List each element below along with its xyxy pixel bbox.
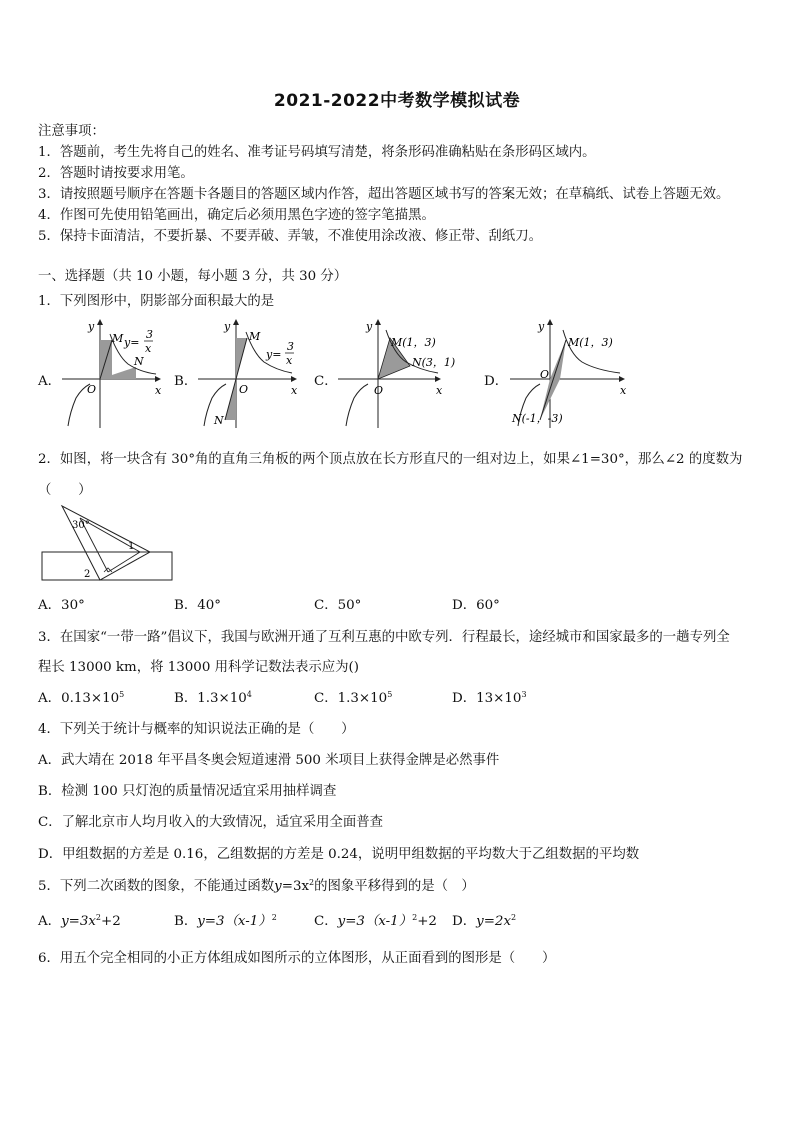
q1-option-d: D． bbox=[484, 374, 509, 389]
q4-option-b: B．检测 100 只灯泡的质量情况适宜采用抽样调查 bbox=[38, 784, 337, 799]
q5-option-d: D．$y=2x^2$ bbox=[452, 913, 517, 929]
q2-angle-2: 2 bbox=[84, 569, 91, 580]
notice-item-2: 2．答题时请按要求用笔。 bbox=[38, 166, 194, 181]
page-title: 2021-2022中考数学模拟试卷 bbox=[273, 91, 521, 111]
fig-a-den: x bbox=[145, 342, 152, 355]
fig-a-x-label: x bbox=[155, 384, 162, 397]
notice-item-3: 3．请按照题号顺序在答题卡各题目的答题区域内作答，超出答题区域书写的答案无效；在草稿纸、试卷上答题无效。 bbox=[38, 187, 730, 202]
q3-line-1: 3．在国家“一带一路”倡议下，我国与欧洲开通了互利互惠的中欧专列．行程最长，途经城市和国家最多的一趟专列全 bbox=[38, 630, 730, 645]
notice-item-5: 5．保持卡面清洁，不要折暴、不要弄破、弄皱，不准使用涂改液、修正带、刮纸刀。 bbox=[38, 229, 542, 244]
fig-c-n: N(3，1) bbox=[412, 356, 456, 369]
q5-option-a: A．$y=3x^2+2$ bbox=[38, 913, 121, 929]
q2-option-b: B．40° bbox=[174, 598, 221, 613]
q1-figure-a bbox=[60, 316, 170, 436]
fig-d-x-label: x bbox=[620, 384, 627, 397]
q3-line-2: 程长 13000 km，将 13000 用科学记数法表示应为() bbox=[38, 660, 359, 675]
fig-b-eq: y= bbox=[266, 348, 282, 361]
q4-option-c: C．了解北京市人均月收入的大致情况，适宜采用全面普查 bbox=[38, 815, 384, 830]
section-heading: 一、选择题（共 10 小题，每小题 3 分，共 30 分） bbox=[38, 269, 348, 284]
fig-a-n: N bbox=[134, 355, 144, 368]
fig-b-m: M bbox=[249, 330, 261, 343]
fig-a-eq: y= bbox=[124, 336, 140, 349]
fig-c-x-label: x bbox=[436, 384, 443, 397]
q1-figure-b bbox=[196, 316, 306, 436]
q3-option-c: C．$1.3\times 10^5$ bbox=[314, 690, 393, 706]
q3-option-b: B．$1.3\times 10^4$ bbox=[174, 690, 252, 706]
q2-option-d: D．60° bbox=[452, 598, 500, 613]
q4-stem: 4．下列关于统计与概率的知识说法正确的是（ ） bbox=[38, 722, 355, 737]
q1-option-a: A． bbox=[38, 374, 62, 389]
fig-a-origin: O bbox=[87, 383, 97, 396]
fig-c-origin: O bbox=[374, 384, 384, 397]
fig-b-n: N bbox=[214, 414, 224, 427]
q1-stem: 1．下列图形中，阴影部分面积最大的是 bbox=[38, 294, 275, 309]
q2-stem: 2．如图，将一块含有 30°角的直角三角板的两个顶点放在长方形直尺的一组对边上，如果∠1=30°，那么∠2 的度数为 bbox=[38, 452, 743, 467]
fig-a-num: 3 bbox=[146, 328, 153, 341]
q2-option-a: A．30° bbox=[38, 598, 85, 613]
q3-option-a: A．$0.13\times 10^5$ bbox=[38, 690, 125, 706]
fig-b-y-label: y bbox=[224, 320, 231, 333]
q2-figure bbox=[38, 502, 178, 586]
fig-b-num: 3 bbox=[287, 340, 294, 353]
q2-angle-1: 1 bbox=[128, 541, 135, 552]
q5-option-c: C．$y=3(x-1)^2+2$ bbox=[314, 913, 437, 929]
notice-heading: 注意事项： bbox=[38, 124, 105, 139]
q5-option-b: B．$y=3(x-1)^2$ bbox=[174, 913, 277, 929]
fig-b-den: x bbox=[286, 354, 293, 367]
q5-stem: 5．下列二次函数的图象，不能通过函数$y=3x^2$的图象平移得到的是（ ） bbox=[38, 878, 475, 894]
q1-option-c: C． bbox=[314, 374, 338, 389]
q4-option-a: A．武大靖在 2018 年平昌冬奥会短道速滑 500 米项目上获得金牌是必然事件 bbox=[38, 753, 500, 768]
q4-option-d: D．甲组数据的方差是 0.16，乙组数据的方差是 0.24，说明甲组数据的平均数大于乙组数据的平均数 bbox=[38, 847, 640, 862]
q2-paren: （ ） bbox=[38, 483, 92, 498]
notice-item-1: 1．答题前，考生先将自己的姓名、准考证号码填写清楚，将条形码准确粘贴在条形码区域内。 bbox=[38, 145, 596, 160]
fig-c-y-label: y bbox=[366, 320, 373, 333]
fig-a-y-label: y bbox=[88, 320, 95, 333]
fig-a-m: M bbox=[112, 332, 124, 345]
fig-b-origin: O bbox=[239, 383, 249, 396]
q6-stem: 6．用五个完全相同的小正方体组成如图所示的立体图形，从正面看到的图形是（ ） bbox=[38, 951, 556, 966]
q2-angle-30: 30° bbox=[72, 520, 90, 531]
fig-d-m: M(1，3) bbox=[568, 336, 613, 349]
fig-b-x-label: x bbox=[291, 384, 298, 397]
q3-option-d: D．$13\times 10^3$ bbox=[452, 690, 527, 706]
fig-d-origin: O bbox=[540, 368, 550, 381]
notice-item-4: 4．作图可先使用铅笔画出，确定后必须用黑色字迹的签字笔描黑。 bbox=[38, 208, 435, 223]
fig-c-m: M(1，3) bbox=[391, 336, 436, 349]
fig-d-n: N(-1，-3) bbox=[512, 412, 563, 425]
q1-option-b: B． bbox=[174, 374, 198, 389]
q1-figure-c bbox=[336, 316, 476, 436]
q1-figure-d bbox=[508, 316, 658, 436]
q2-option-c: C．50° bbox=[314, 598, 362, 613]
fig-d-y-label: y bbox=[538, 320, 545, 333]
